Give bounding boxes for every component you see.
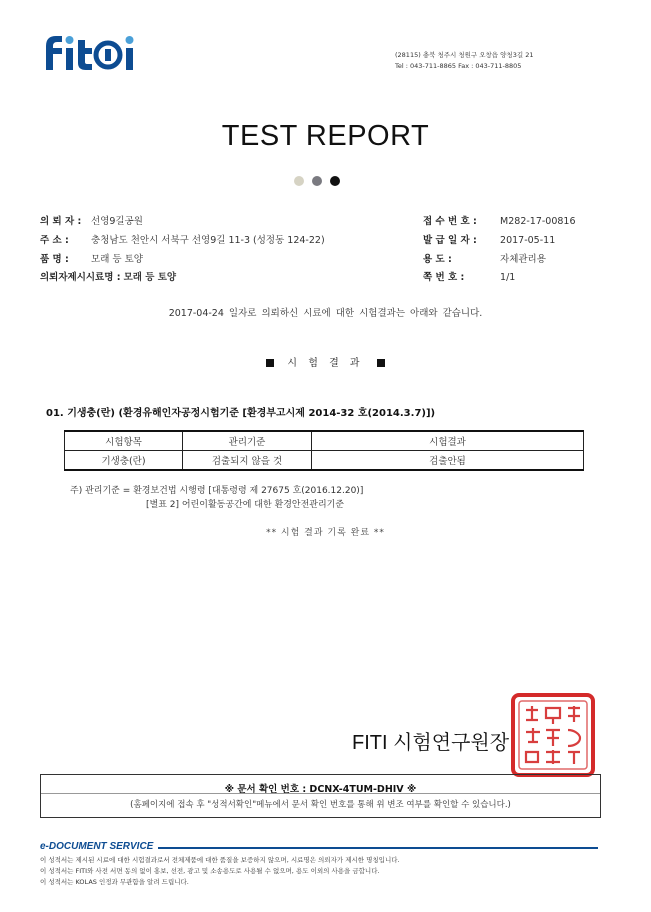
dot-dark xyxy=(330,176,340,186)
info-label: 접 수 번 호 : xyxy=(423,216,477,227)
signer-name: FITI 시험연구원장 xyxy=(352,732,510,754)
info-receipt-no xyxy=(423,216,576,228)
document-confirm-box xyxy=(40,774,601,818)
info-value: 1/1 xyxy=(500,272,516,283)
info-requester xyxy=(40,216,143,228)
table-header-row xyxy=(65,431,584,451)
table-cell: 기생충(란) xyxy=(65,451,183,471)
info-value: 선영9길공원 xyxy=(91,216,143,227)
dot-mid xyxy=(312,176,322,186)
info-value: 자체관리용 xyxy=(500,254,546,265)
footer-line: 이 성적서는 제시된 시료에 대한 시험결과로서 전체제품에 대한 품질을 보증하지 않으며, 시료명은 의뢰자가 제시한 명칭입니다. xyxy=(40,856,400,864)
square-bullet-icon xyxy=(266,359,274,367)
info-purpose xyxy=(423,254,546,266)
address-text: (28115) 충북 청주시 청원구 오창읍 양청3길 21 xyxy=(395,51,534,59)
info-label: 발 급 일 자 : xyxy=(423,235,477,246)
e-document-service-label: e-DOCUMENT SERVICE xyxy=(40,841,154,852)
company-address xyxy=(395,50,595,72)
note-line: [별표 2] 어린이활동공간에 대한 환경안전관리기준 xyxy=(146,500,345,510)
test-heading: 01. 기생충(란) (환경유해인자공정시험기준 [환경부고시제 2014-32 호(2014.3.7)]) xyxy=(46,408,436,419)
square-bullet-icon xyxy=(377,359,385,367)
info-page-no xyxy=(423,272,515,284)
note-line: 주) 관리기준 = 환경보건법 시행령 [대통령령 제 27675 호(2016.12.20)] xyxy=(70,486,364,496)
fiti-logo xyxy=(40,30,150,74)
footer-divider xyxy=(158,847,598,849)
info-value: 충청남도 천안시 서북구 선영9길 11-3 (성정동 124-22) xyxy=(91,235,325,246)
footer-line: 이 성적서는 FITI와 사전 서면 동의 없이 홍보, 선전, 광고 및 소송용도로 사용될 수 없으며, 용도 이외의 사용을 금합니다. xyxy=(40,867,380,875)
info-value: 모래 등 토양 xyxy=(91,254,143,265)
doc-confirm-number: ※ 문서 확인 번호 : DCNX-4TUM-DHIV ※ xyxy=(224,784,417,795)
table-cell: 검출되지 않을 것 xyxy=(183,451,312,471)
info-issue-date xyxy=(423,235,555,247)
footer-disclaimer xyxy=(40,855,400,888)
title-dots xyxy=(294,176,340,186)
table-row xyxy=(65,451,584,471)
info-label: 용 도 : xyxy=(423,254,452,265)
info-label: 의 뢰 자 : xyxy=(40,216,82,227)
info-label: 의뢰자제시시료명 : xyxy=(40,272,121,283)
info-label: 주 소 : xyxy=(40,235,69,246)
info-sample-name xyxy=(40,272,176,284)
footer-line: 이 성적서는 KOLAS 인정과 무관함을 알려 드립니다. xyxy=(40,878,189,886)
contact-text: Tel : 043-711-8865 Fax : 043-711-8805 xyxy=(395,62,522,70)
table-header-cell: 시험결과 xyxy=(312,431,584,451)
table-cell: 검출안됨 xyxy=(312,451,584,471)
info-value: 모래 등 토양 xyxy=(123,272,177,283)
info-label: 쪽 번 호 : xyxy=(423,272,465,283)
info-product xyxy=(40,254,143,266)
report-title: TEST REPORT xyxy=(221,120,430,152)
info-address xyxy=(40,235,325,247)
table-header-cell: 시험항목 xyxy=(65,431,183,451)
info-value: M282-17-00816 xyxy=(500,216,576,227)
info-value: 2017-05-11 xyxy=(500,235,556,246)
official-seal xyxy=(510,692,596,778)
end-of-results: ** 시험 결과 기록 완료 ** xyxy=(266,528,385,538)
doc-confirm-instructions: (홈페이지에 접속 후 "성적서확인"메뉴에서 문서 확인 번호를 통해 위 변조 여부를 확인할 수 있습니다.) xyxy=(130,800,511,810)
results-table xyxy=(64,430,584,471)
table-header-cell: 관리기준 xyxy=(183,431,312,451)
info-label: 품 명 : xyxy=(40,254,69,265)
dot-light xyxy=(294,176,304,186)
section-title-text: 시 험 결 과 xyxy=(287,358,364,369)
doc-confirm-divider xyxy=(41,793,600,794)
section-title xyxy=(0,354,651,369)
intro-text: 2017-04-24 일자로 의뢰하신 시료에 대한 시험결과는 아래와 같습니다. xyxy=(168,308,483,319)
